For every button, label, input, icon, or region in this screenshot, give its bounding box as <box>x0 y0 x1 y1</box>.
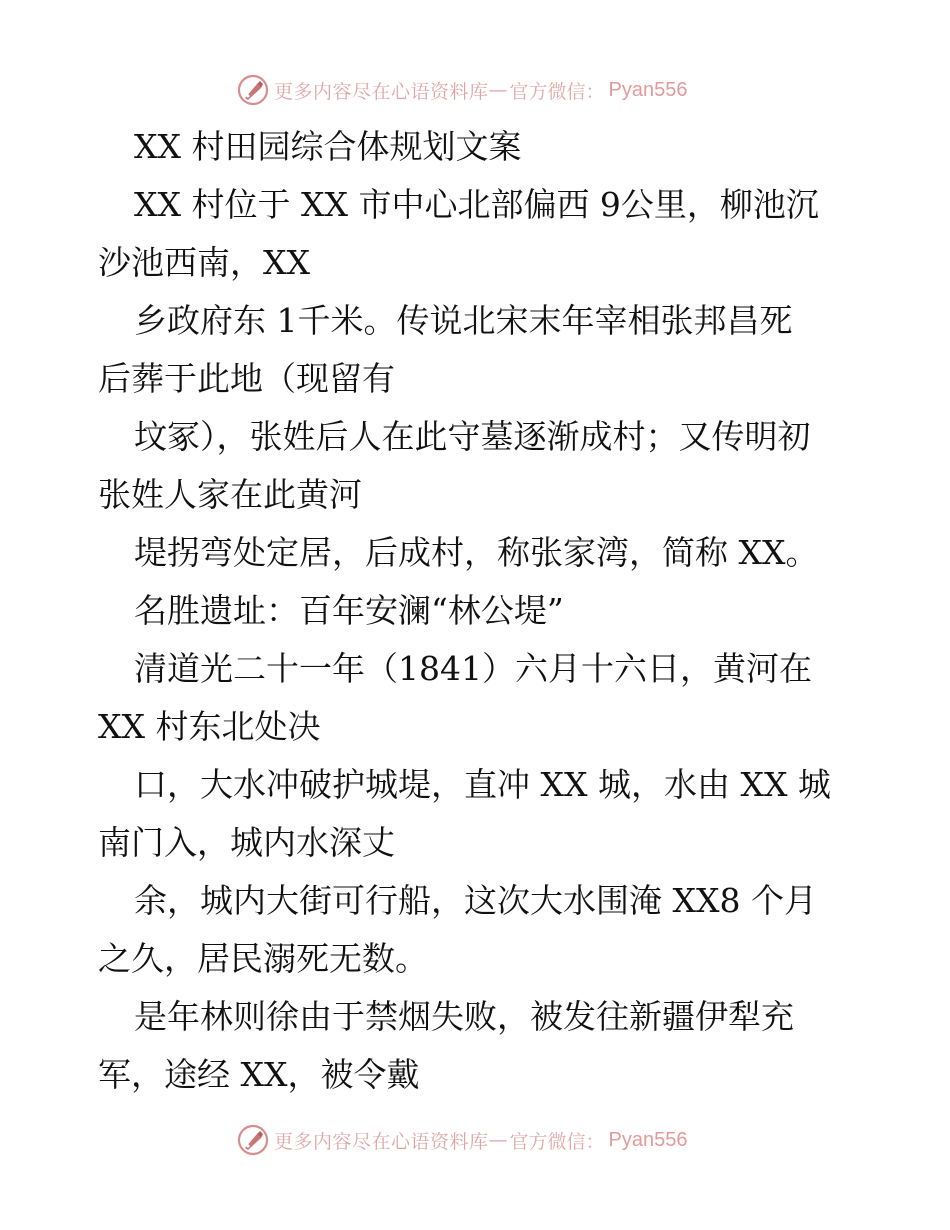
paragraph-line: 张姓人家在此黄河 <box>98 475 362 514</box>
watermark-wechat-id: Pyan556 <box>608 78 688 101</box>
document-title: XX 村田园综合体规划文案 <box>134 127 522 166</box>
paragraph-line: 坟冢），张姓后人在此守墓逐渐成村；又传明初 <box>134 417 811 456</box>
paragraph-line: 南门入，城内水深丈 <box>98 823 395 862</box>
paragraph-line: XX 村位于 XX 市中心北部偏西 9公里，柳池沉 <box>134 185 819 224</box>
paragraph-line: 清道光二十一年（1841）六月十六日，黄河在 <box>134 649 812 688</box>
paragraph-line: 乡政府东 1千米。传说北宋末年宰相张邦昌死 <box>134 301 793 340</box>
paragraph-line: 堤拐弯处定居，后成村，称张家湾，简称 XX。 <box>134 533 819 572</box>
paragraph-line: 余，城内大街可行船，这次大水围淹 XX8 个月 <box>134 881 817 920</box>
watermark-banner-top[interactable] <box>236 72 688 108</box>
paragraph-line: 之久，居民溺死无数。 <box>98 939 428 978</box>
watermark-wechat-label: 官方微信： <box>509 80 605 103</box>
paragraph-line: 后葬于此地（现留有 <box>98 359 395 398</box>
paragraph-line: 军，途经 XX，被令戴 <box>98 1055 420 1094</box>
paragraph-line: XX 村东北处决 <box>98 707 321 746</box>
watermark-banner-bottom[interactable] <box>236 1122 688 1158</box>
paragraph-line: 沙池西南，XX <box>98 243 310 282</box>
paragraph-line: 名胜遗址：百年安澜“林公堤” <box>134 591 564 630</box>
watermark-separator: — <box>488 1129 508 1151</box>
watermark-separator: — <box>488 79 508 101</box>
pen-nib-logo-icon <box>236 1123 270 1157</box>
pen-nib-logo-icon <box>236 73 270 107</box>
watermark-main-text: 更多内容尽在心语资料库 <box>274 80 489 103</box>
paragraph-line: 是年林则徐由于禁烟失败，被发往新疆伊犁充 <box>134 997 794 1036</box>
watermark-main-text: 更多内容尽在心语资料库 <box>274 1130 489 1153</box>
watermark-wechat-label: 官方微信： <box>509 1130 605 1153</box>
paragraph-line: 口，大水冲破护城堤，直冲 XX 城，水由 XX 城 <box>134 765 831 804</box>
watermark-wechat-id: Pyan556 <box>608 1128 688 1151</box>
